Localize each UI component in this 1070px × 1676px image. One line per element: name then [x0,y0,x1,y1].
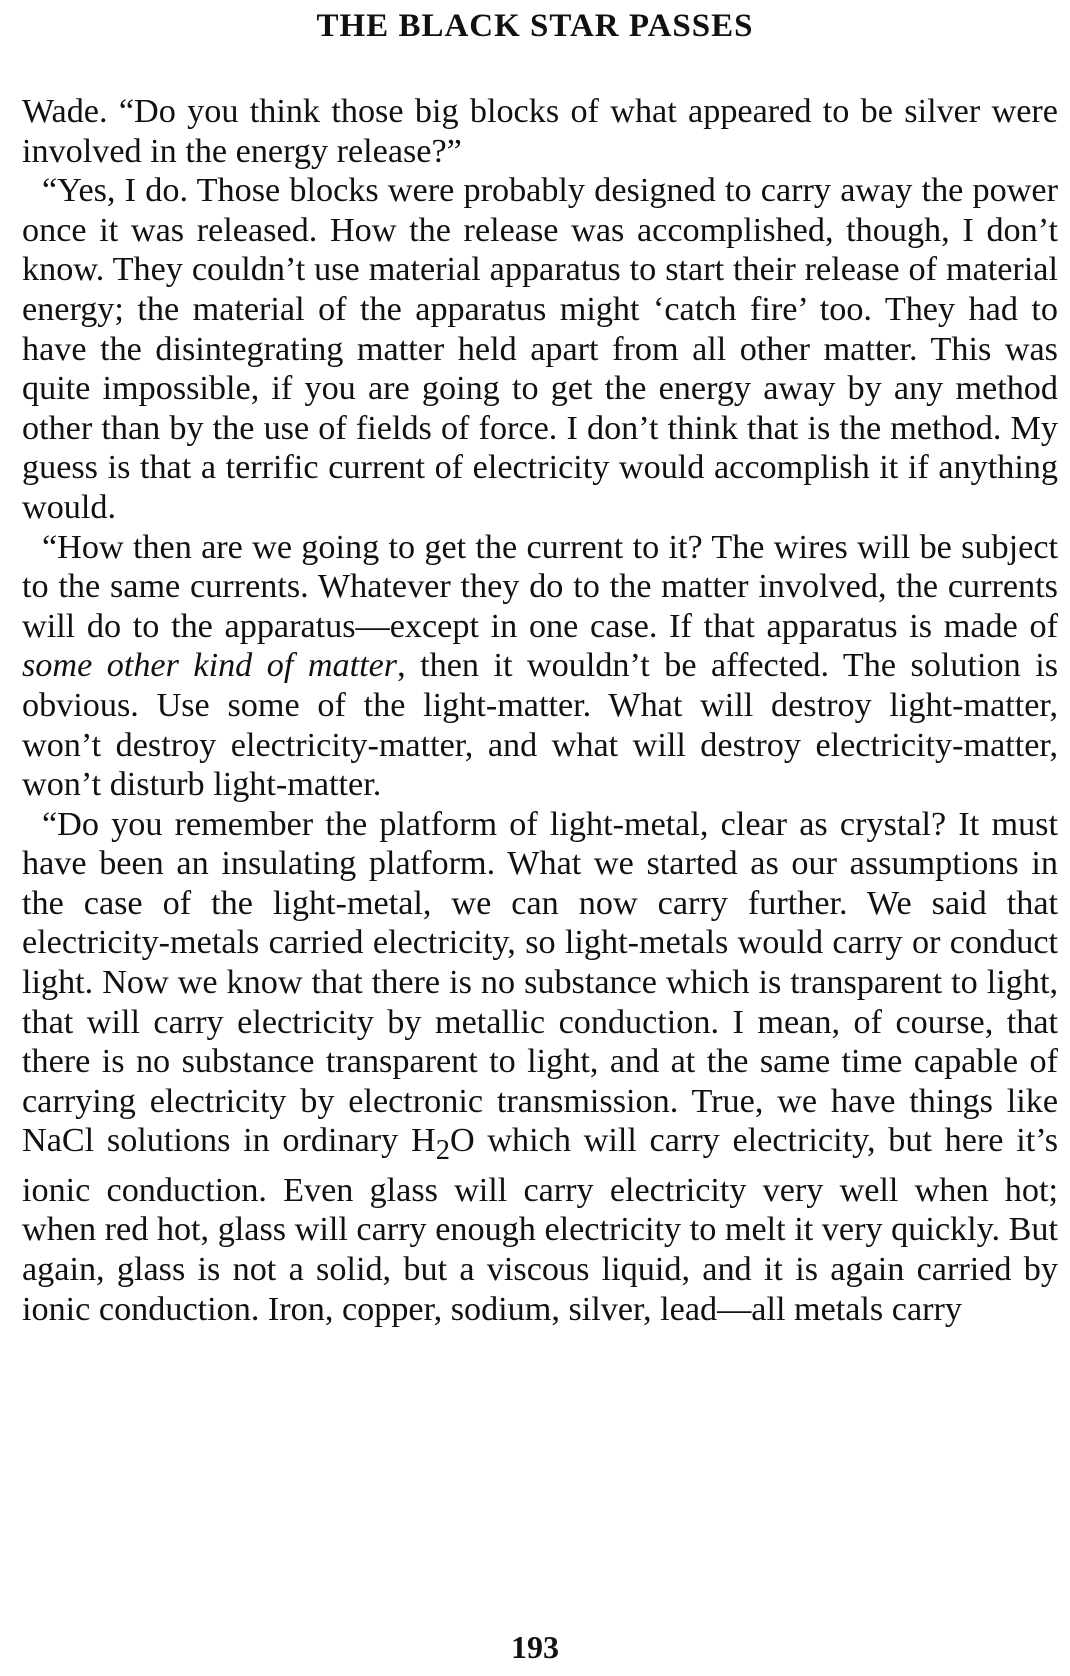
paragraph-3-text-a: “How then are we going to get the current to it? The wires will be subject to the same currents. Whatever they do to the matter involved, the currents will do to the apparatus—except in one case. If that apparatus is made of [22,528,1058,645]
paragraph-1: Wade. “Do you think those big blocks of what appeared to be silver were involved in the energy release?” [22,93,1058,170]
paragraph-2: “Yes, I do. Those blocks were probably designed to carry away the power once it was released. How the release was accomplished, though, I don’t know. They couldn’t use material apparatus to start their release of material energy; the material of the apparatus might ‘catch fire’ too. They had to have the disintegrating matter held apart from all other matter. This was quite impossible, if you are going to get the energy away by any method other than by the use of fields of force. I don’t think that is the method. My guess is that a terrific current of electricity would accomplish it if anything would. [22,172,1058,526]
page-number: 193 [511,1629,559,1665]
paragraph-4-text-b: O which will carry electricity, but here it’s ionic conduction. Even glass will carry electricity very well when hot; when red hot, glass will carry enough electricity to melt it very quickly. But again, glass is not a solid, but a viscous liquid, and it is again carried by ionic conduction. Iron, copper, sodium, silver, lead—all metals carry [22,1122,1059,1328]
paragraph-4-text-a: “Do you remember the platform of light-metal, clear as crystal? It must have been an insulating platform. What we started as our assumptions in the case of the light-metal, we can now carry further. We said that electricity-metals carried electricity, so light-metals would carry or conduct light. Now we know that there is no substance which is transparent to light, that will carry electricity by metallic conduction. I mean, of course, that there is no substance transparent to light, and at the same time capable of carrying electricity by electronic transmission. True, we have things like NaCl solutions in ordinary H [22,805,1058,1160]
paragraph-3-text-b: , then it wouldn’t be affected. The solution is obvious. Use some of the light-matter. What will destroy light-matter, won’t destroy electricity-matter, and what will destroy electricity-matter, won’t disturb light-matter. [22,647,1058,804]
italic-phrase: some other kind of matter [22,647,398,685]
subscript-two: 2 [435,1135,450,1167]
running-head: THE BLACK STAR PASSES [316,8,754,44]
body-text [22,92,1058,1329]
paragraph-3 [22,528,1058,805]
paragraph-4 [22,805,1058,1330]
